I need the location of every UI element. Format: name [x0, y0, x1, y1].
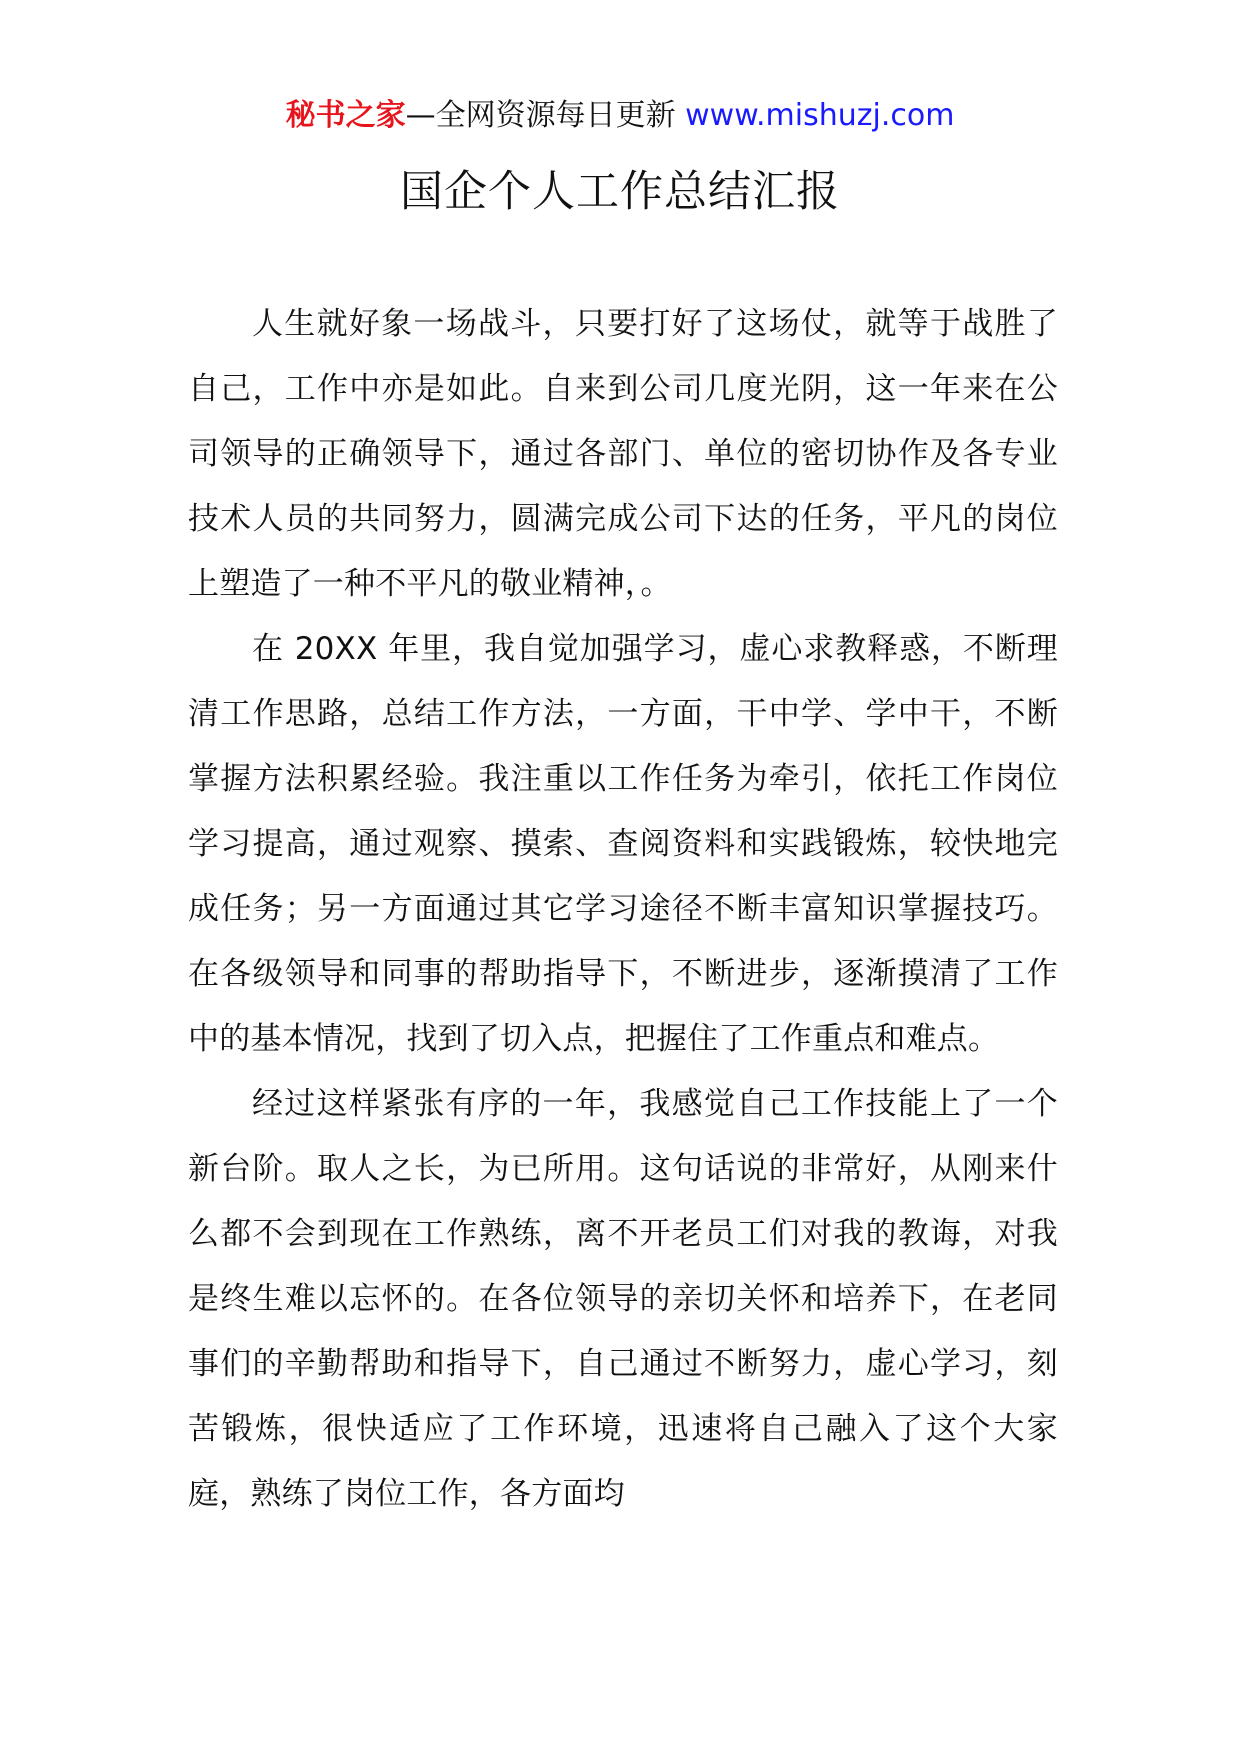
paragraph: 人生就好象一场战斗，只要打好了这场仗，就等于战胜了自己，工作中亦是如此。自来到公司几度光阴，这一年来在公司领导的正确领导下，通过各部门、单位的密切协作及各专业技术人员的共同努力，圆满完成公司下达的任务，平凡的岗位上塑造了一种不平凡的敬业精神，。	[188, 306, 1058, 602]
site-brand: 秘书之家	[285, 98, 406, 133]
site-slogan: —全网资源每日更新	[405, 98, 676, 133]
paragraph: 在 20XX 年里，我自觉加强学习，虚心求教释惑，不断理清工作思路，总结工作方法，一方面，干中学、学中干，不断掌握方法积累经验。我注重以工作任务为牵引，依托工作岗位学习提高，通过观察、摸索、查阅资料和实践锻炼，较快地完成任务；另一方面通过其它学习途径不断丰富知识掌握技巧。在各级领导和同事的帮助指导下，不断进步，逐渐摸清了工作中的基本情况，找到了切入点，把握住了工作重点和难点。	[188, 631, 1058, 1057]
paragraph: 经过这样紧张有序的一年，我感觉自己工作技能上了一个新台阶。取人之长，为已所用。这句话说的非常好，从刚来什么都不会到现在工作熟练，离不开老员工们对我的教诲，对我是终生难以忘怀的。在各位领导的亲切关怀和培养下，在老同事们的辛勤帮助和指导下，自己通过不断努力，虚心学习，刻苦锻炼，很快适应了工作环境，迅速将自己融入了这个大家庭，熟练了岗位工作，各方面均	[188, 1086, 1058, 1512]
site-url-link[interactable]: www.mishuzj.com	[685, 98, 955, 133]
document-title: 国企个人工作总结汇报	[400, 167, 840, 217]
site-header	[0, 96, 1240, 136]
document-body	[188, 292, 1058, 1527]
